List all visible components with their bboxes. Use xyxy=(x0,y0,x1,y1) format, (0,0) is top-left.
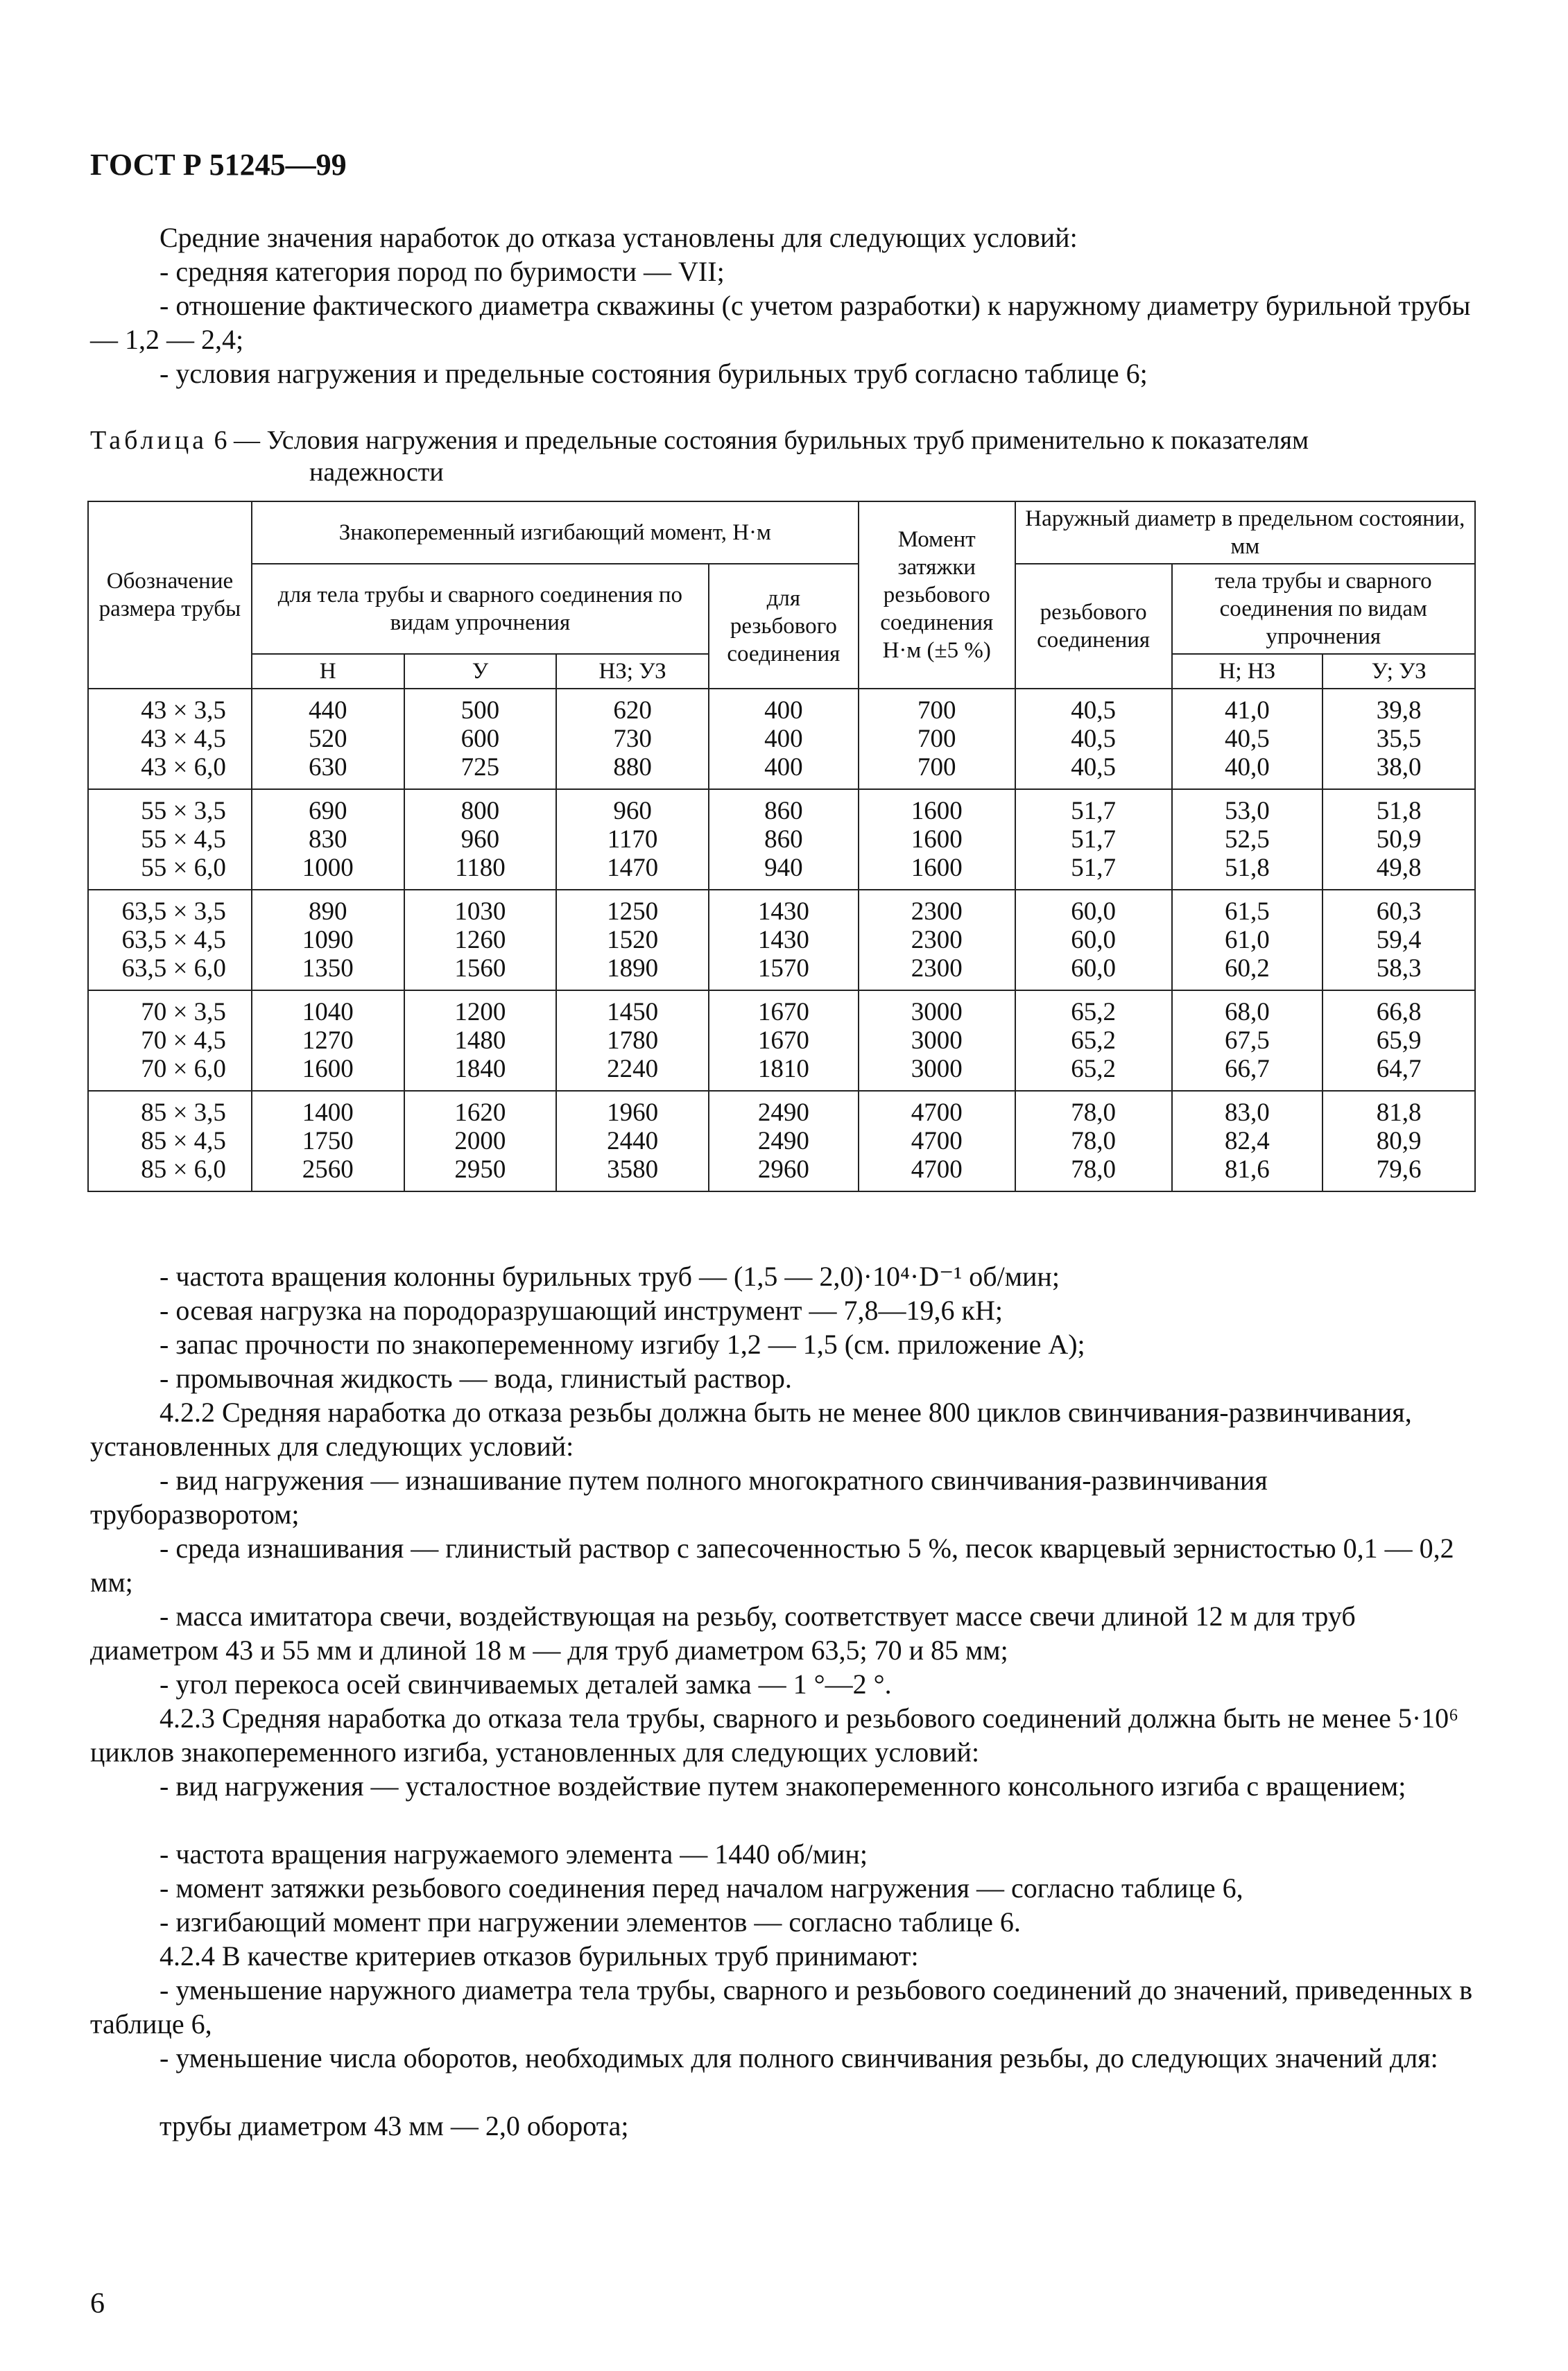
bullet-item: - вид нагружения — усталостное воздействие путем знакопеременного консольного изгиба с вращением; xyxy=(160,1770,1406,1802)
cell-thread: 400 400 400 xyxy=(709,689,859,789)
cell-nz-uz: 620 730 880 xyxy=(556,689,709,789)
col-header-designation: Обозначение размера трубы xyxy=(88,501,252,689)
bullet-item: - момент затяжки резьбового соединения перед началом нагружения — согласно таблице 6, xyxy=(160,1872,1243,1904)
cell-body-n-nz: 61,5 61,0 60,2 xyxy=(1172,890,1323,990)
cell-outer-thread: 78,0 78,0 78,0 xyxy=(1015,1091,1172,1191)
col-header-torque: Момент затяжки резьбового соединения Н·м (±5 %) xyxy=(859,501,1015,689)
cell-body-n-nz: 53,0 52,5 51,8 xyxy=(1172,789,1323,890)
cell-u: 1200 1480 1840 xyxy=(404,990,557,1091)
cell-n: 1040 1270 1600 xyxy=(252,990,404,1091)
cell-body-u-uz: 39,8 35,5 38,0 xyxy=(1323,689,1475,789)
cell-body-u-uz: 66,8 65,9 64,7 xyxy=(1323,990,1475,1091)
cell-designation: 55 × 3,5 55 × 4,5 55 × 6,0 xyxy=(88,789,252,890)
clause-4-2-4: 4.2.4 В качестве критериев отказов бурильных труб принимают: xyxy=(160,1940,919,1972)
col-header-nz-uz: НЗ; УЗ xyxy=(556,654,709,689)
cell-u: 800 960 1180 xyxy=(404,789,557,890)
cell-thread: 860 860 940 xyxy=(709,789,859,890)
cell-body-u-uz: 51,8 50,9 49,8 xyxy=(1323,789,1475,890)
cell-designation: 70 × 3,5 70 × 4,5 70 × 6,0 xyxy=(88,990,252,1091)
cell-thread: 2490 2490 2960 xyxy=(709,1091,859,1191)
bullet-item: - осевая нагрузка на породоразрушающий инструмент — 7,8—19,6 кН; xyxy=(160,1295,1003,1326)
cell-n: 1400 1750 2560 xyxy=(252,1091,404,1191)
intro-paragraph: Средние значения наработок до отказа установлены для следующих условий: xyxy=(160,222,1078,253)
intro-item: - отношение фактического диаметра скважины (с учетом разработки) к наружному диаметру бурильной трубы — 1,2 — 2,4; xyxy=(90,290,1471,355)
bullet-item: - частота вращения колонны бурильных труб — (1,5 — 2,0)·10⁴·D⁻¹ об/мин; xyxy=(160,1261,1060,1292)
intro-item: - средняя категория пород по буримости — VII; xyxy=(160,256,725,287)
cell-thread: 1670 1670 1810 xyxy=(709,990,859,1091)
cell-designation: 63,5 × 3,5 63,5 × 4,5 63,5 × 6,0 xyxy=(88,890,252,990)
cell-outer-thread: 51,7 51,7 51,7 xyxy=(1015,789,1172,890)
cell-torque: 1600 1600 1600 xyxy=(859,789,1015,890)
table-caption-label: Таблица xyxy=(90,426,208,455)
cell-nz-uz: 1250 1520 1890 xyxy=(556,890,709,990)
bullet-item: - вид нагружения — изнашивание путем полного многократного свинчивания-развинчивания труборазворотом; xyxy=(90,1465,1268,1530)
cell-designation: 85 × 3,5 85 × 4,5 85 × 6,0 xyxy=(88,1091,252,1191)
document-header: ГОСТ Р 51245—99 xyxy=(90,148,347,182)
cell-u: 1030 1260 1560 xyxy=(404,890,557,990)
cell-outer-thread: 40,5 40,5 40,5 xyxy=(1015,689,1172,789)
bullet-item: - среда изнашивания — глинистый раствор с запесоченностью 5 %, песок кварцевый зернистостью 0,1 — 0,2 мм; xyxy=(90,1533,1454,1598)
table-row xyxy=(88,789,1475,890)
col-header-outer-thread: резьбового соединения xyxy=(1015,564,1172,689)
bullet-item: - промывочная жидкость — вода, глинистый раствор. xyxy=(160,1363,792,1394)
bullet-item: - частота вращения нагружаемого элемента — 1440 об/мин; xyxy=(160,1838,868,1870)
table-6 xyxy=(87,501,1476,1192)
table-row xyxy=(88,890,1475,990)
cell-n: 440 520 630 xyxy=(252,689,404,789)
clause-4-2-3: 4.2.3 Средняя наработка до отказа тела трубы, сварного и резьбового соединений должна быть не менее 5·10⁶ циклов знакопеременного изгиба, установленных для следующих условий: xyxy=(90,1702,1459,1768)
col-header-u-uz: У; УЗ xyxy=(1323,654,1475,689)
clause-4-2-2: 4.2.2 Средняя наработка до отказа резьбы должна быть не менее 800 циклов свинчивания-развинчивания, установленных для следующих условий: xyxy=(90,1397,1412,1462)
cell-nz-uz: 960 1170 1470 xyxy=(556,789,709,890)
cell-body-u-uz: 60,3 59,4 58,3 xyxy=(1323,890,1475,990)
col-header-moment: Знакопеременный изгибающий момент, Н·м xyxy=(252,501,859,564)
table-row xyxy=(88,1091,1475,1191)
cell-torque: 3000 3000 3000 xyxy=(859,990,1015,1091)
cell-n: 690 830 1000 xyxy=(252,789,404,890)
col-header-u: У xyxy=(404,654,557,689)
cell-torque: 4700 4700 4700 xyxy=(859,1091,1015,1191)
bullet-item: - уменьшение числа оборотов, необходимых для полного свинчивания резьбы, до следующих значений для: xyxy=(160,2042,1438,2073)
cell-body-n-nz: 41,0 40,5 40,0 xyxy=(1172,689,1323,789)
cell-thread: 1430 1430 1570 xyxy=(709,890,859,990)
page-number: 6 xyxy=(90,2288,105,2320)
cell-u: 500 600 725 xyxy=(404,689,557,789)
cell-nz-uz: 1450 1780 2240 xyxy=(556,990,709,1091)
cell-body-u-uz: 81,8 80,9 79,6 xyxy=(1323,1091,1475,1191)
cell-designation: 43 × 3,5 43 × 4,5 43 × 6,0 xyxy=(88,689,252,789)
table-row xyxy=(88,689,1475,789)
cell-outer-thread: 60,0 60,0 60,0 xyxy=(1015,890,1172,990)
col-header-n-nz: Н; НЗ xyxy=(1172,654,1323,689)
bullet-item: - изгибающий момент при нагружении элементов — согласно таблице 6. xyxy=(160,1906,1021,1938)
table-caption xyxy=(90,424,1477,488)
cell-torque: 2300 2300 2300 xyxy=(859,890,1015,990)
cell-n: 890 1090 1350 xyxy=(252,890,404,990)
table-caption-text-cont: надежности xyxy=(309,458,444,487)
col-header-thread: для резьбового соединения xyxy=(709,564,859,689)
cell-outer-thread: 65,2 65,2 65,2 xyxy=(1015,990,1172,1091)
cell-nz-uz: 1960 2440 3580 xyxy=(556,1091,709,1191)
table-caption-text: 6 — Условия нагружения и предельные состояния бурильных труб применительно к показателям xyxy=(214,426,1309,455)
col-header-outer-body: тела трубы и сварного соединения по видам упрочнения xyxy=(1172,564,1475,654)
col-header-body: для тела трубы и сварного соединения по видам упрочнения xyxy=(252,564,709,654)
col-header-n: Н xyxy=(252,654,404,689)
cell-body-n-nz: 83,0 82,4 81,6 xyxy=(1172,1091,1323,1191)
bullet-item: - запас прочности по знакопеременному изгибу 1,2 — 1,5 (см. приложение А); xyxy=(160,1329,1085,1360)
list-item: трубы диаметром 43 мм — 2,0 оборота; xyxy=(160,2110,629,2141)
cell-torque: 700 700 700 xyxy=(859,689,1015,789)
cell-body-n-nz: 68,0 67,5 66,7 xyxy=(1172,990,1323,1091)
table-row xyxy=(88,990,1475,1091)
bullet-item: - угол перекоса осей свинчиваемых деталей замка — 1 °—2 °. xyxy=(160,1669,892,1700)
cell-u: 1620 2000 2950 xyxy=(404,1091,557,1191)
col-header-outer-diameter: Наружный диаметр в предельном состоянии, мм xyxy=(1015,501,1475,564)
intro-item: - условия нагружения и предельные состояния бурильных труб согласно таблице 6; xyxy=(160,358,1148,389)
bullet-item: - масса имитатора свечи, воздействующая на резьбу, соответствует массе свечи длиной 12 м для труб диаметром 43 и 55 мм и длиной 18 м — для труб диаметром 63,5; 70 и 85 мм; xyxy=(90,1601,1356,1666)
bullet-item: - уменьшение наружного диаметра тела трубы, сварного и резьбового соединений до значений, приведенных в таблице 6, xyxy=(90,1974,1473,2040)
